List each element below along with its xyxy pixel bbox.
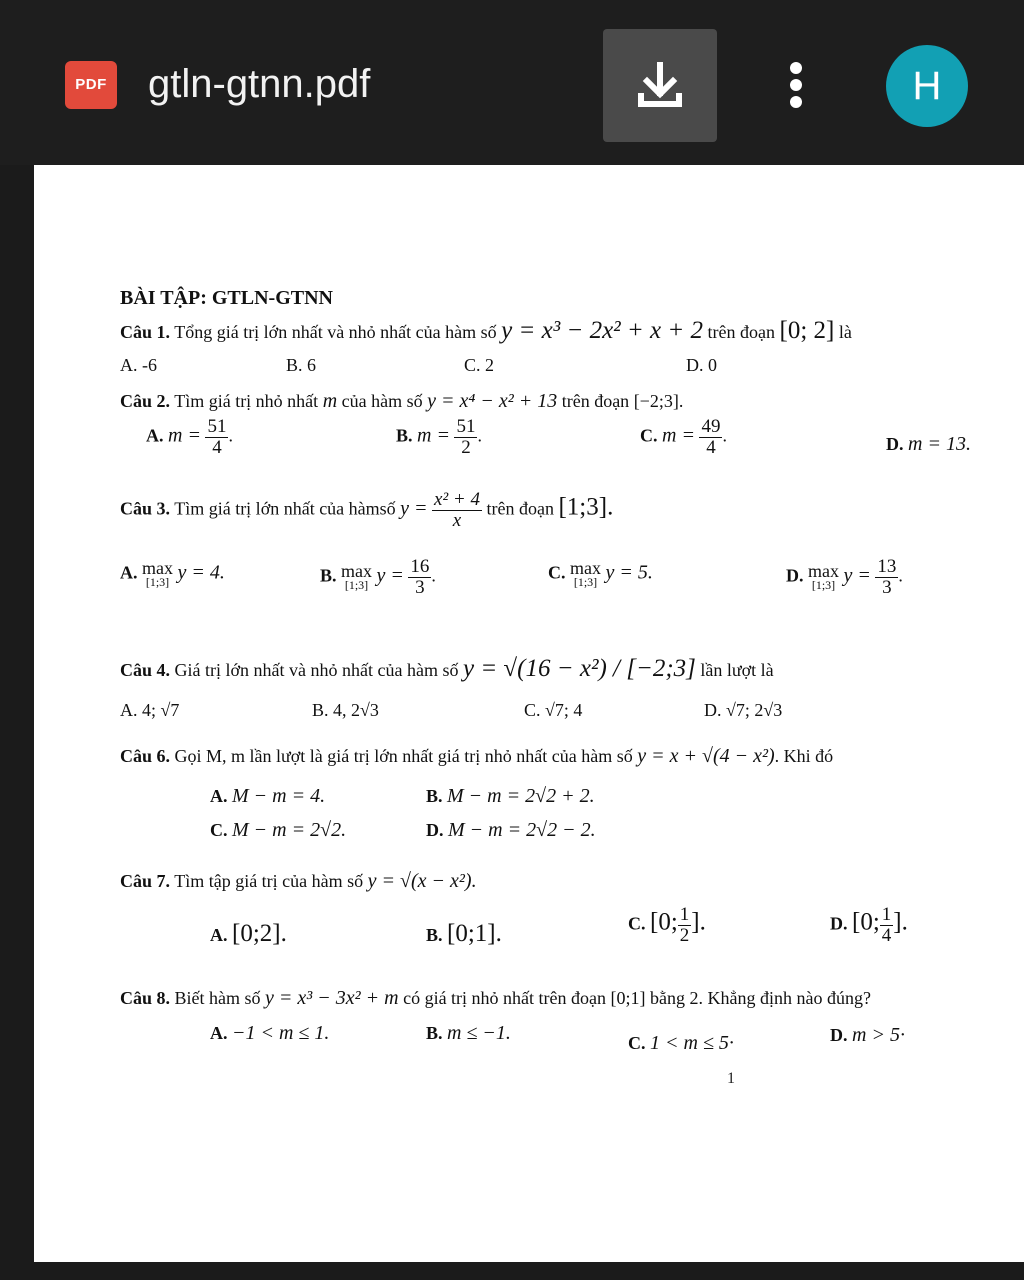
q6-option-b[interactable]: B. M − m = 2√2 + 2. [426,785,595,807]
page-number: 1 [727,1070,735,1087]
q2-option-d[interactable]: D. m = 13. [886,433,971,455]
download-button[interactable] [603,29,717,142]
q3-option-d[interactable]: D. max [1;3] y = $\frac{13}{3}$ . [786,556,903,598]
viewer-toolbar [0,0,1024,165]
q4-option-d[interactable]: D. √7; 2√3 [704,700,783,720]
q8-option-d[interactable]: D. m > 5· [830,1024,905,1046]
q3-option-a[interactable]: A. max [1;3] y = 4. [120,558,225,590]
q2-option-b[interactable]: B. m = $\frac{51}{2}$ . [396,416,482,458]
q3-option-b[interactable]: B. max [1;3] y = $\frac{16}{3}$ . [320,556,436,598]
pdf-file-icon: PDF [65,61,117,109]
q1-option-b[interactable]: B. 6 [286,355,317,375]
q2-option-a[interactable]: A. m = $\frac{51}{4}$ . [146,416,233,458]
q3-option-c[interactable]: C. max [1;3] y = 5. [548,558,653,590]
question-8: Câu 8. Biết hàm số y = x³ − 3x² + m có giá trị nhỏ nhất trên đoạn [0;1] bằng 2. Khẳng định nào đúng? [120,987,871,1009]
q7-option-c[interactable]: C. [0; $\frac{1}{2}$ ]. [628,904,706,946]
q4-option-a[interactable]: A. 4; √7 [120,700,180,720]
account-avatar[interactable]: H [886,45,968,127]
document-title: BÀI TẬP: GTLN-GTNN [120,287,333,309]
q8-option-a[interactable]: A. −1 < m ≤ 1. [210,1022,330,1044]
download-icon [634,59,686,111]
q8-option-b[interactable]: B. m ≤ −1. [426,1022,511,1044]
q7-option-b[interactable]: B. [0;1]. [426,920,502,947]
pdf-page[interactable] [34,165,1024,1262]
more-dot-icon [790,96,802,108]
q1-option-a[interactable]: A. -6 [120,355,157,375]
question-1: Câu 1. Tổng giá trị lớn nhất và nhỏ nhất của hàm số y = x³ − 2x² + x + 2 trên đoạn [0; 2] là [120,317,852,344]
q6-option-d[interactable]: D. M − m = 2√2 − 2. [426,819,596,841]
q7-option-d[interactable]: D. [0; $\frac{1}{4}$ ]. [830,904,908,946]
question-4: Câu 4. Giá trị lớn nhất và nhỏ nhất của hàm số y = √(16 − x²) / [−2;3] lần lượt là [120,655,774,682]
q7-option-a[interactable]: A. [0;2]. [210,920,287,947]
question-7: Câu 7. Tìm tập giá trị của hàm số y = √(x − x²). [120,870,477,892]
q4-option-c[interactable]: C. √7; 4 [524,700,583,720]
q4-option-b[interactable]: B. 4, 2√3 [312,700,379,720]
q1-option-c[interactable]: C. 2 [464,355,495,375]
q1-option-d[interactable]: D. 0 [686,355,717,375]
more-options-button[interactable] [770,48,822,122]
q8-option-c[interactable]: C. 1 < m ≤ 5· [628,1032,734,1054]
file-name: gtln-gtnn.pdf [148,62,371,106]
more-dot-icon [790,62,802,74]
question-6: Câu 6. Gọi M, m lần lượt là giá trị lớn nhất giá trị nhỏ nhất của hàm số y = x + √(4 − x²). Khi đó [120,745,834,767]
more-dot-icon [790,79,802,91]
question-2: Câu 2. Tìm giá trị nhỏ nhất m của hàm số y = x⁴ − x² + 13 trên đoạn [−2;3]. [120,390,684,412]
q6-option-c[interactable]: C. M − m = 2√2. [210,819,347,841]
question-3: Câu 3. Tìm giá trị lớn nhất của hàmsố y = $\frac{\text{x² + 4}}{x}$ trên đoạn [1;3]. [120,489,614,531]
q2-option-c[interactable]: C. m = $\frac{49}{4}$ . [640,416,727,458]
q6-option-a[interactable]: A. M − m = 4. [210,785,326,807]
